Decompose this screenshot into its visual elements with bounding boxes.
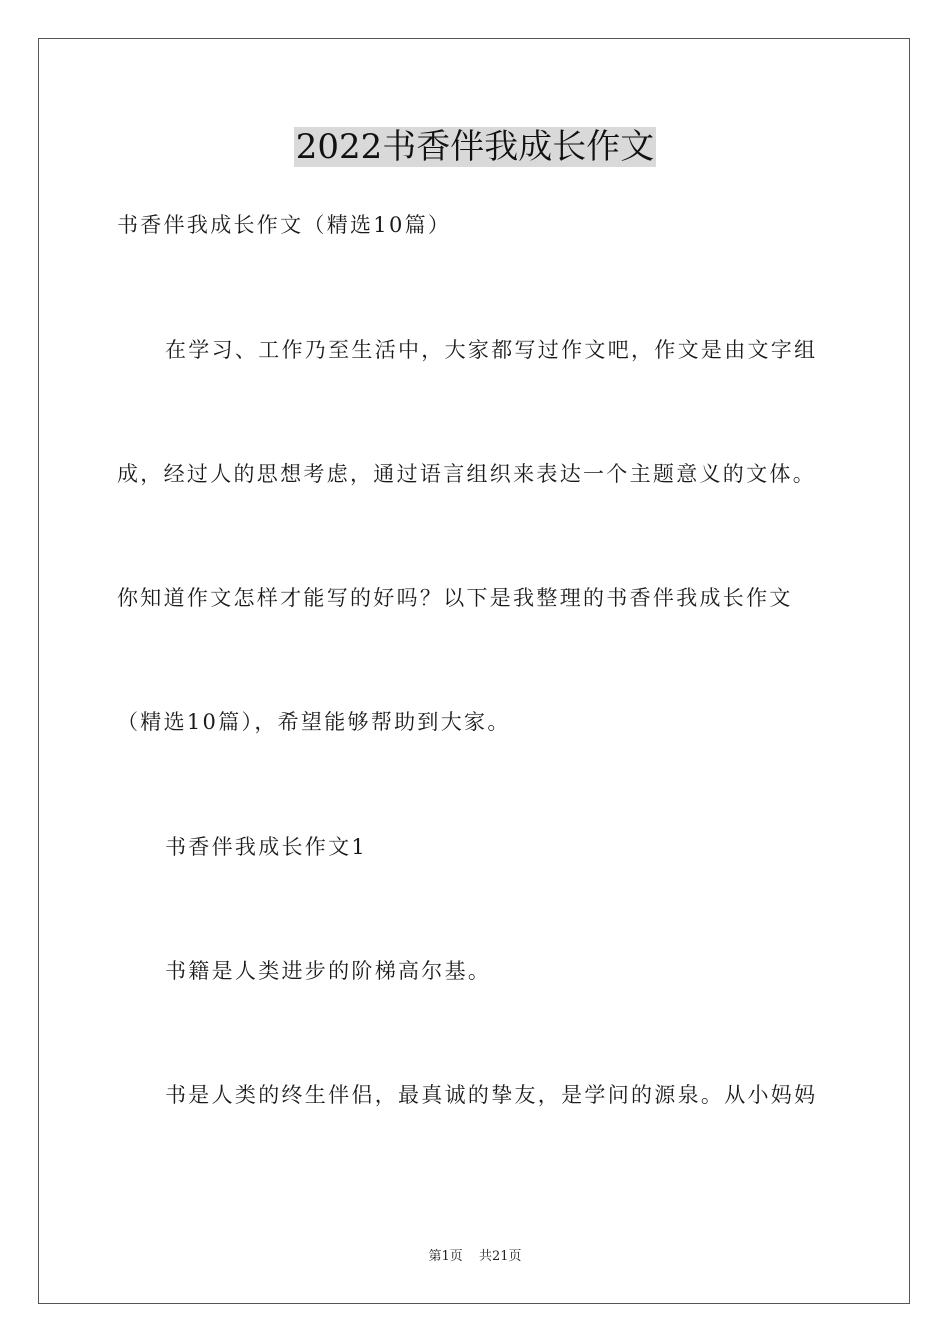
paragraph-line: （精选10篇），希望能够帮助到大家。	[117, 710, 511, 734]
page-number: 第1页	[428, 1249, 463, 1264]
paragraph-line: 成，经过人的思想考虑，通过语言组织来表达一个主题意义的文体。	[117, 462, 816, 486]
paragraph-line: 在学习、工作乃至生活中，大家都写过作文吧，作文是由文字组	[165, 338, 818, 362]
title-container	[0, 127, 950, 167]
paragraph-line: 你知道作文怎样才能写的好吗？以下是我整理的书香伴我成长作文	[117, 586, 793, 610]
section-heading: 书香伴我成长作文1	[165, 835, 368, 859]
subtitle: 书香伴我成长作文（精选10篇）	[117, 213, 452, 237]
page-footer	[0, 1248, 950, 1266]
paragraph-line: 书籍是人类进步的阶梯高尔基。	[165, 959, 492, 983]
page-total: 共21页	[478, 1249, 522, 1264]
paragraph-line: 书是人类的终生伴侣，最真诚的挚友，是学问的源泉。从小妈妈	[165, 1083, 818, 1107]
document-title: 2022书香伴我成长作文	[295, 127, 655, 167]
